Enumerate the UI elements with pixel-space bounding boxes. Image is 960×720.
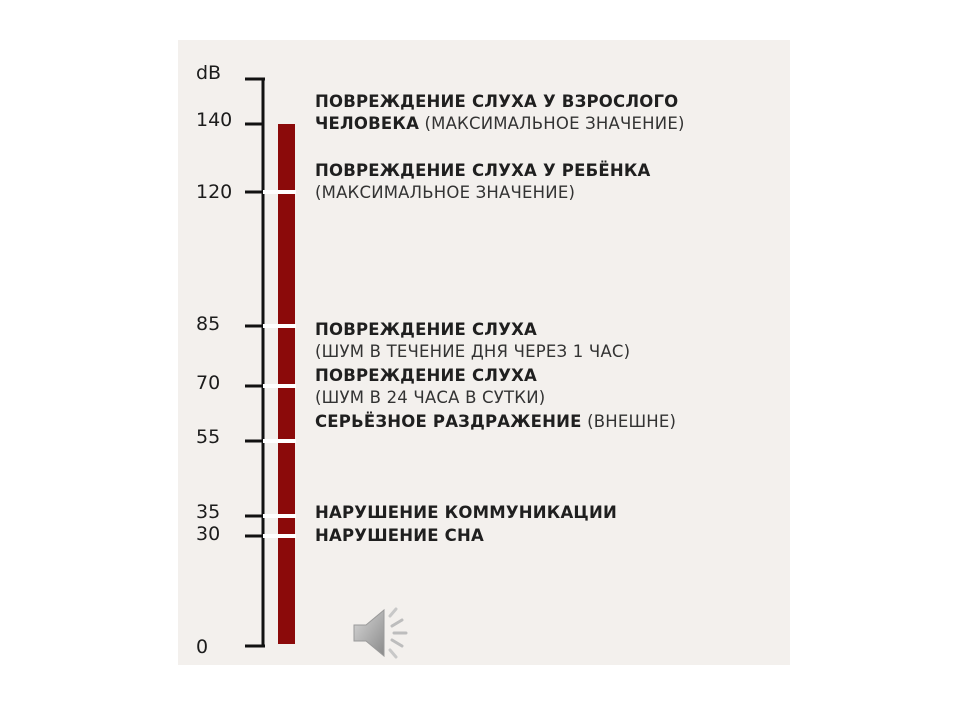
- annotation-adult-damage: [315, 91, 685, 135]
- tick-label-140: 140: [196, 109, 233, 131]
- tick-label-120: 120: [196, 181, 233, 203]
- annotation-note: (ШУМ В 24 ЧАСА В СУТКИ): [315, 388, 546, 407]
- axis-unit-label: dB: [196, 62, 222, 84]
- speaker-icon[interactable]: [350, 604, 414, 666]
- tick-label-35: 35: [196, 501, 221, 523]
- tick-label-85: 85: [196, 313, 221, 335]
- annotation-note: (МАКСИМАЛЬНОЕ ЗНАЧЕНИЕ): [315, 183, 576, 202]
- annotation-note: (ВНЕШНЕ): [587, 412, 677, 431]
- annotation-text: НАРУШЕНИЕ СНА: [315, 526, 484, 545]
- annotation-text: ПОВРЕЖДЕНИЕ СЛУХА У ВЗРОСЛОГО: [315, 92, 679, 111]
- tick-label-30: 30: [196, 523, 221, 545]
- annotation-note: (ШУМ В ТЕЧЕНИЕ ДНЯ ЧЕРЕЗ 1 ЧАС): [315, 342, 631, 361]
- annotation-text: ЧЕЛОВЕКА: [315, 114, 420, 133]
- annotation-text: ПОВРЕЖДЕНИЕ СЛУХА: [315, 320, 538, 339]
- tick-label-0: 0: [196, 636, 209, 658]
- annotation-text: ПОВРЕЖДЕНИЕ СЛУХА У РЕБЁНКА: [315, 161, 651, 180]
- annotation-text: НАРУШЕНИЕ КОММУНИКАЦИИ: [315, 503, 617, 522]
- tick-label-55: 55: [196, 426, 221, 448]
- annotation-text: СЕРЬЁЗНОЕ РАЗДРАЖЕНИЕ: [315, 412, 582, 431]
- annotation-annoyance: [315, 411, 676, 433]
- annotation-damage-24h: [315, 365, 545, 409]
- annotation-sleep: [315, 525, 484, 547]
- annotation-text: ПОВРЕЖДЕНИЕ СЛУХА: [315, 366, 538, 385]
- tick-label-70: 70: [196, 372, 221, 394]
- annotation-communication: [315, 502, 617, 524]
- annotation-damage-1h: [315, 319, 630, 363]
- annotation-note: (МАКСИМАЛЬНОЕ ЗНАЧЕНИЕ): [424, 114, 685, 133]
- annotation-child-damage: [315, 160, 651, 204]
